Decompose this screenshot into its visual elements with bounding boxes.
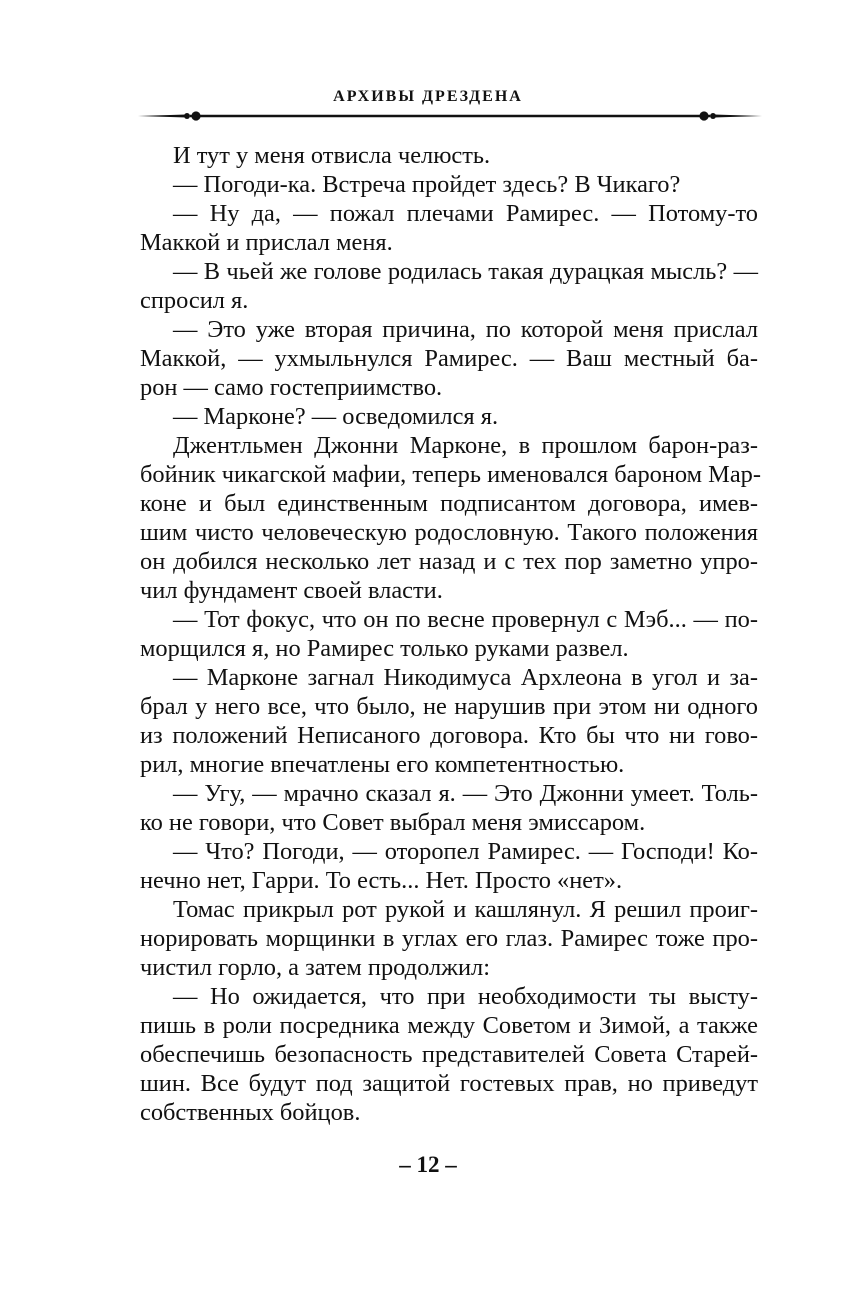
- text-line: — Ну да, — пожал плечами Рамирес. — Потому-то: [173, 200, 758, 227]
- text-line: — Что? Погоди, — оторопел Рамирес. — Господи! Ко-: [173, 838, 758, 865]
- text-line: чил фундамент своей власти.: [140, 577, 443, 604]
- text-line: — Это уже вторая причина, по которой меня прислал: [173, 316, 758, 343]
- text-line: спросил я.: [140, 287, 249, 314]
- text-line: рил, многие впечатлены его компетентностью.: [140, 751, 625, 778]
- text-line: Маккой, — ухмыльнулся Рамирес. — Ваш местный ба-: [140, 345, 758, 372]
- text-line: морщился я, но Рамирес только руками развел.: [140, 635, 629, 662]
- text-line: коне и был единственным подписантом договора, имев-: [140, 490, 758, 517]
- text-line: нечно нет, Гарри. То есть... Нет. Просто «нет».: [140, 867, 623, 894]
- text-line: брал у него все, что было, не нарушив при этом ни одного: [140, 693, 758, 720]
- text-line: И тут у меня отвисла челюсть.: [173, 142, 491, 169]
- text-line: обеспечишь безопасность представителей Совета Старей-: [140, 1041, 758, 1068]
- text-line: — В чьей же голове родилась такая дурацкая мысль? —: [173, 258, 758, 285]
- header-ornament-rule: [138, 108, 762, 124]
- text-line: — Тот фокус, что он по весне провернул с Мэб... — по-: [173, 606, 758, 633]
- text-line: норировать морщинки в углах его глаз. Рамирес тоже про-: [140, 925, 758, 952]
- text-line: Маккой и прислал меня.: [140, 229, 393, 256]
- running-title: АРХИВЫ ДРЕЗДЕНА: [333, 88, 523, 105]
- text-line: рон — само гостеприимство.: [140, 374, 443, 401]
- text-line: пишь в роли посредника между Советом и Зимой, а также: [140, 1012, 758, 1039]
- text-line: собственных бойцов.: [140, 1099, 361, 1126]
- text-line: — Но ожидается, что при необходимости ты высту-: [173, 983, 758, 1010]
- text-line: Томас прикрыл рот рукой и кашлянул. Я решил проиг-: [173, 896, 758, 923]
- text-line: — Марконе загнал Никодимуса Архлеона в угол и за-: [173, 664, 758, 691]
- page-number: – 12 –: [399, 1152, 457, 1177]
- text-line: — Угу, — мрачно сказал я. — Это Джонни умеет. Толь-: [173, 780, 758, 807]
- text-line: шин. Все будут под защитой гостевых прав, но приведут: [140, 1070, 758, 1097]
- body-text: [140, 141, 761, 1127]
- text-line: Джентльмен Джонни Марконе, в прошлом барон-раз-: [173, 432, 758, 459]
- text-line: шим чисто человеческую родословную. Такого положения: [140, 519, 758, 546]
- text-line: чистил горло, а затем продолжил:: [140, 954, 490, 981]
- text-line: бойник чикагской мафии, теперь именовался бароном Мар-: [140, 461, 761, 488]
- text-line: он добился несколько лет назад и с тех пор заметно упро-: [140, 548, 758, 575]
- text-line: — Погоди-ка. Встреча пройдет здесь? В Чикаго?: [173, 171, 681, 198]
- text-line: из положений Неписаного договора. Кто бы что ни гово-: [140, 722, 758, 749]
- text-line: ко не говори, что Совет выбрал меня эмиссаром.: [140, 809, 646, 836]
- text-line: — Марконе? — осведомился я.: [173, 403, 499, 430]
